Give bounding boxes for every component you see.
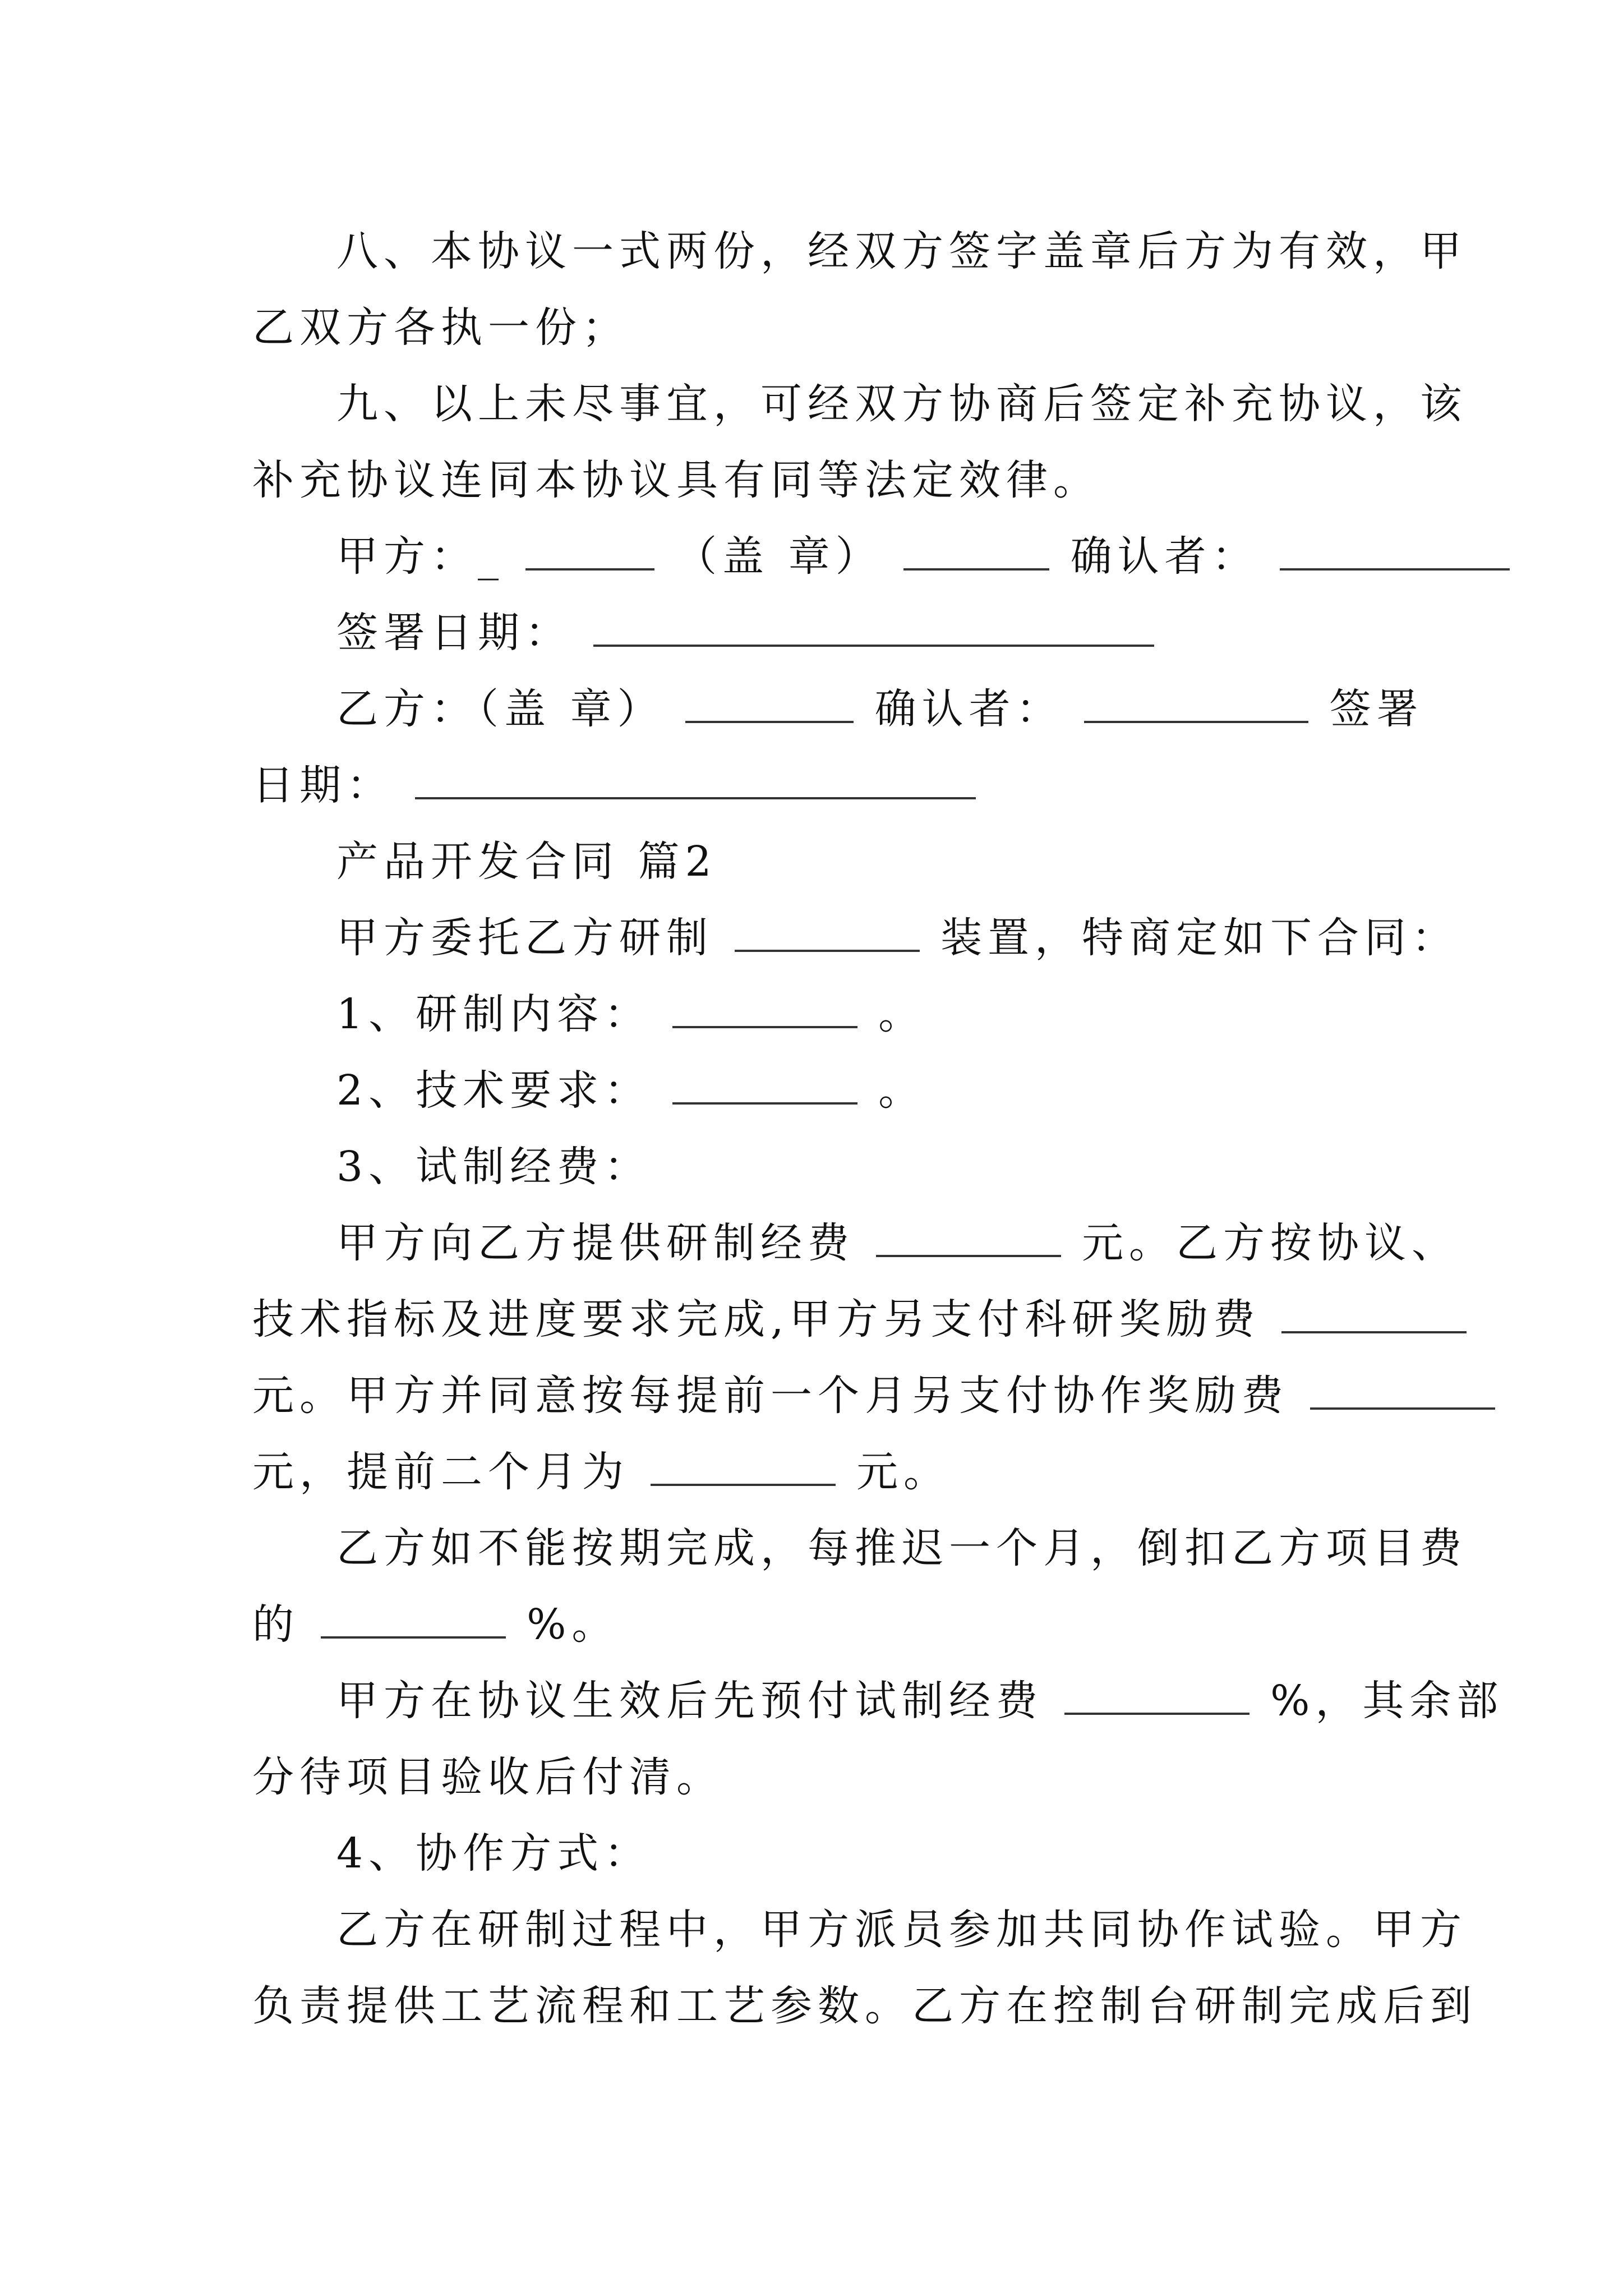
blank-field	[525, 535, 654, 570]
text: 乙方如不能按期完成，每推迟一个月，倒扣乙方项目费	[336, 1524, 1467, 1572]
blank-field	[1084, 687, 1308, 723]
prepay-line-1	[252, 1663, 1504, 1739]
seal-label: （盖 章）	[675, 532, 883, 581]
text: 分待项目验收后付清。	[252, 1753, 723, 1801]
clause-8-line-1	[252, 213, 1467, 289]
text: 的	[252, 1600, 299, 1649]
item-3-line	[252, 1129, 1385, 1205]
penalty-line-1	[252, 1510, 1467, 1586]
date-label: 日期：	[252, 761, 394, 809]
funding-line-2	[252, 1281, 1385, 1358]
clause-9-line-1	[252, 366, 1467, 442]
text: 。	[878, 1066, 926, 1115]
blank-field	[672, 1069, 857, 1105]
text: 。	[878, 990, 926, 1038]
text: 装置，特商定如下合同：	[940, 914, 1459, 962]
item-4-line	[252, 1815, 1385, 1892]
section-title: 产品开发合同 篇2	[336, 838, 717, 886]
text: %，其余部	[1270, 1677, 1504, 1725]
blank-field	[415, 763, 976, 799]
text: 元，提前二个月为	[252, 1448, 629, 1496]
text: 3、试制经费：	[336, 1143, 652, 1191]
funding-line-4	[252, 1434, 1385, 1510]
text: 技术指标及进度要求完成,甲方另支付科研奖励费	[252, 1295, 1261, 1343]
sign-date-label: 签署日期：	[336, 609, 572, 657]
text: 乙方在研制过程中，甲方派员参加共同协作试验。甲方	[336, 1906, 1467, 1954]
text: 乙双方各执一份；	[252, 303, 629, 352]
party-b-label: 乙方：（盖 章）	[336, 685, 665, 733]
blank-field	[903, 535, 1049, 570]
text: 元。甲方并同意按每提前一个月另支付协作奖励费	[252, 1372, 1289, 1420]
blank-field	[1310, 1374, 1495, 1410]
document-body	[252, 213, 1504, 2044]
text: 补充协议连同本协议具有同等法定效律。	[252, 456, 1100, 504]
prepay-line-2	[252, 1739, 1385, 1815]
cooperation-line-2	[252, 1968, 1477, 2044]
text: 甲方向乙方提供研制经费	[336, 1219, 855, 1267]
text: 八、本协议一式两份，经双方签字盖章后方为有效，甲	[336, 227, 1467, 275]
blank-field	[651, 1450, 836, 1486]
text: 负责提供工艺流程和工艺参数。乙方在控制台研制完成后到	[252, 1982, 1477, 2030]
clause-8-line-2	[252, 289, 1385, 366]
confirmer-label: 确认者：	[1070, 532, 1259, 581]
party-a-signature-line	[252, 518, 1385, 595]
blank-field	[876, 1221, 1061, 1257]
text: 甲方在协议生效后先预付试制经费	[336, 1677, 1043, 1725]
funding-line-1	[252, 1205, 1459, 1281]
item-1-line	[252, 976, 1385, 1052]
clause-9-line-2	[252, 442, 1385, 518]
item-2-line	[252, 1052, 1385, 1129]
blank-field	[735, 916, 920, 952]
sign-label: 签署	[1329, 685, 1424, 733]
text: 1、研制内容：	[336, 990, 652, 1038]
funding-line-3	[252, 1358, 1385, 1434]
blank-field	[685, 687, 854, 723]
text: 4、协作方式：	[336, 1829, 652, 1878]
party-a-date-line	[252, 595, 1385, 671]
text: %。	[527, 1600, 619, 1649]
blank-field	[593, 611, 1154, 647]
text: 2、技术要求：	[336, 1066, 652, 1115]
text: 元。	[856, 1448, 951, 1496]
blank-field	[1281, 1297, 1467, 1333]
party-b-signature-line	[252, 671, 1424, 747]
text: 甲方委托乙方研制	[336, 914, 713, 962]
confirmer-label: 确认者：	[874, 685, 1063, 733]
penalty-line-2	[252, 1586, 1385, 1663]
party-a-label: 甲方：_	[336, 532, 523, 581]
section-heading	[252, 823, 1385, 900]
text: 元。乙方按协议、	[1082, 1219, 1459, 1267]
blank-field	[1064, 1679, 1249, 1715]
contract-intro-line	[252, 900, 1459, 976]
text: 九、以上未尽事宜，可经双方协商后签定补充协议，该	[336, 380, 1467, 428]
blank-field	[1280, 535, 1510, 570]
blank-field	[321, 1603, 506, 1639]
cooperation-line-1	[252, 1892, 1467, 1968]
blank-field	[672, 992, 857, 1028]
party-b-date-line	[252, 747, 1385, 823]
